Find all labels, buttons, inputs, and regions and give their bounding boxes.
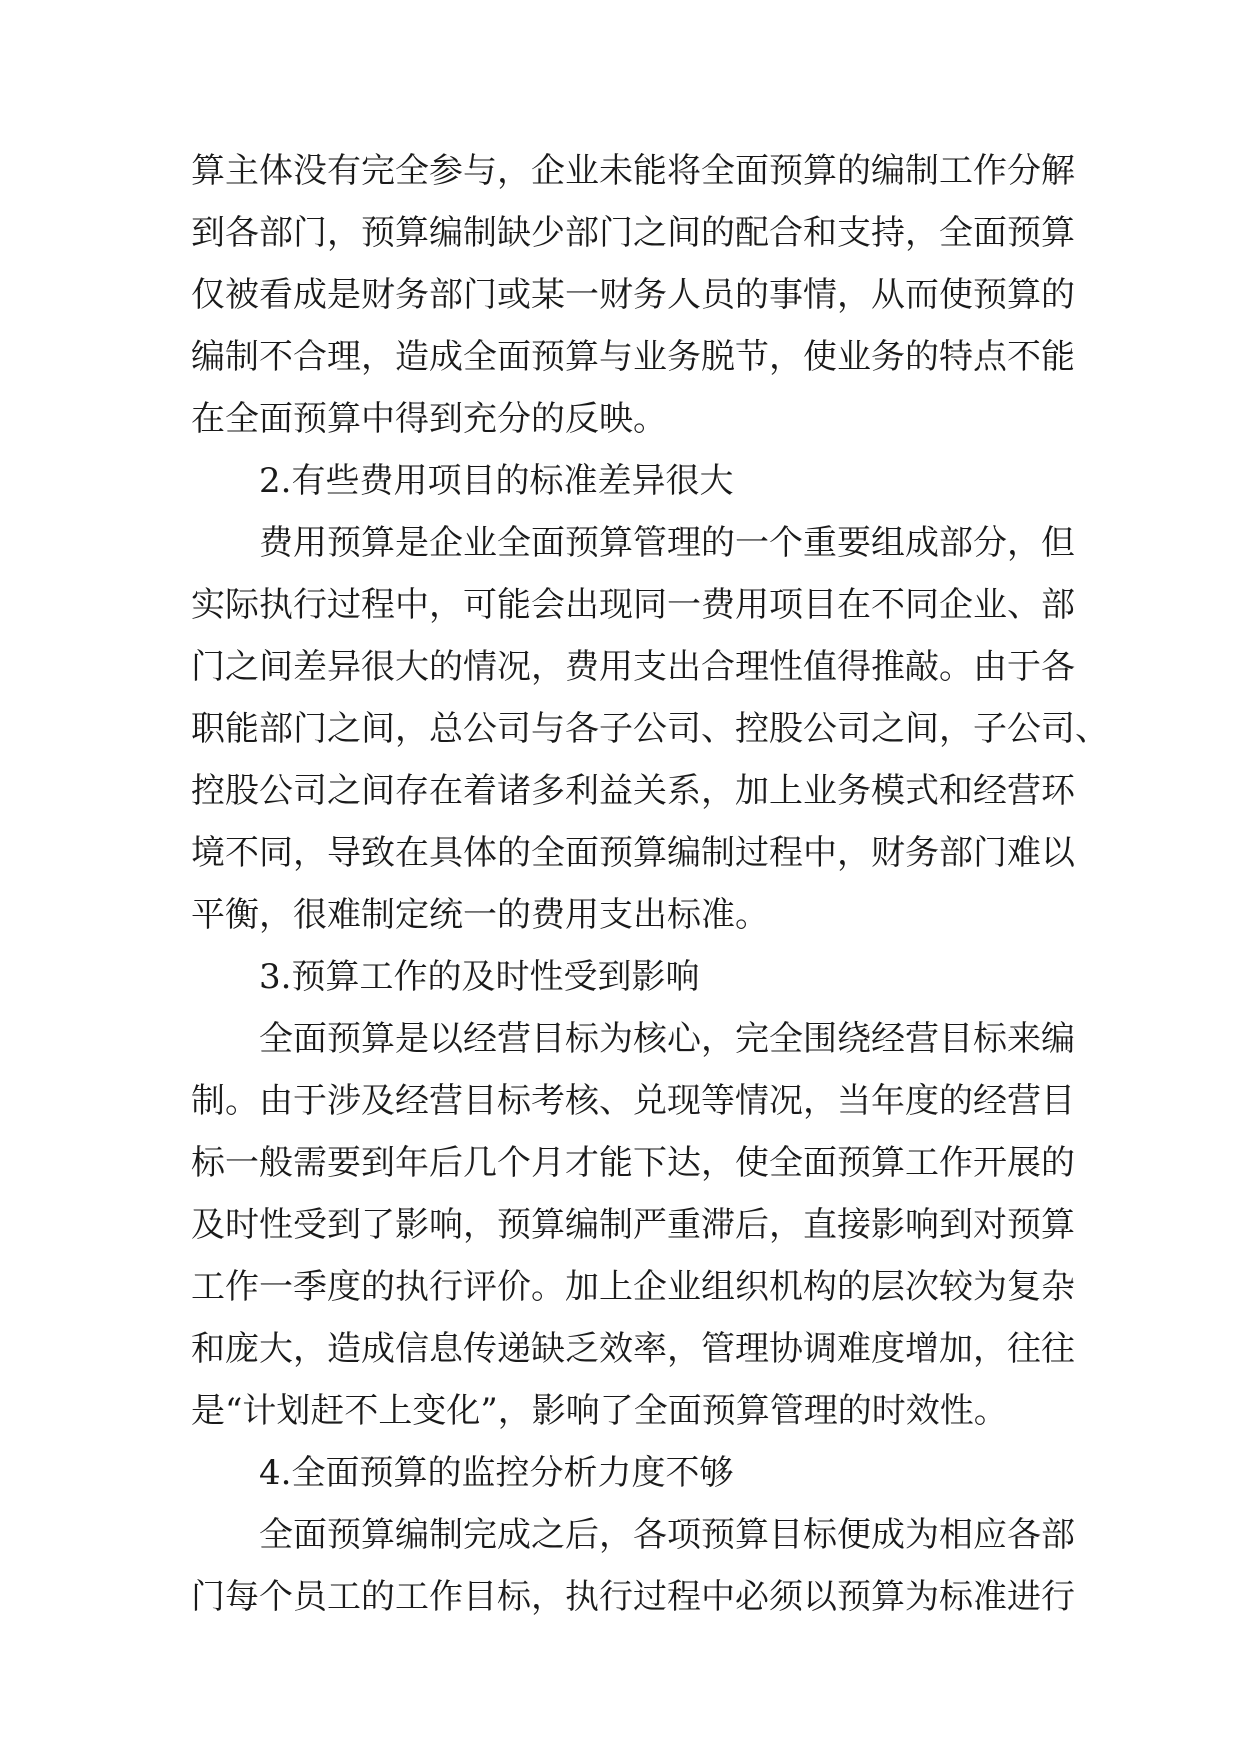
text-line: 及时性受到了影响，预算编制严重滞后，直接影响到对预算 (191, 1205, 1075, 1245)
text-line: 仅被看成是财务部门或某一财务人员的事情，从而使预算的 (191, 275, 1075, 315)
text-line: 编制不合理，造成全面预算与业务脱节，使业务的特点不能 (191, 337, 1075, 377)
paragraph-first-line: 全面预算是以经营目标为核心，完全围绕经营目标来编 (259, 1019, 1075, 1059)
text-line: 控股公司之间存在着诸多利益关系，加上业务模式和经营环 (191, 771, 1075, 811)
text-line: 平衡，很难制定统一的费用支出标准。 (191, 895, 769, 935)
text-line: 标一般需要到年后几个月才能下达，使全面预算工作开展的 (191, 1143, 1075, 1183)
text-line: 工作一季度的执行评价。加上企业组织机构的层次较为复杂 (191, 1267, 1075, 1307)
document-page (191, 140, 1109, 1628)
text-line: 实际执行过程中，可能会出现同一费用项目在不同企业、部 (191, 585, 1075, 625)
text-line: 职能部门之间，总公司与各子公司、控股公司之间，子公司、 (191, 709, 1109, 749)
text-line: 是“计划赶不上变化”，影响了全面预算管理的时效性。 (191, 1391, 1008, 1431)
section-heading: 2.有些费用项目的标准差异很大 (259, 461, 734, 501)
paragraph-first-line: 全面预算编制完成之后，各项预算目标便成为相应各部 (259, 1515, 1075, 1555)
text-line: 和庞大，造成信息传递缺乏效率，管理协调难度增加，往往 (191, 1329, 1075, 1369)
text-line: 制。由于涉及经营目标考核、兑现等情况，当年度的经营目 (191, 1081, 1075, 1121)
text-line: 门之间差异很大的情况，费用支出合理性值得推敲。由于各 (191, 647, 1075, 687)
paragraph-first-line: 费用预算是企业全面预算管理的一个重要组成部分，但 (259, 523, 1075, 563)
section-heading: 3.预算工作的及时性受到影响 (259, 957, 700, 997)
text-line: 境不同，导致在具体的全面预算编制过程中，财务部门难以 (191, 833, 1075, 873)
section-heading: 4.全面预算的监控分析力度不够 (259, 1453, 734, 1493)
text-line: 算主体没有完全参与，企业未能将全面预算的编制工作分解 (191, 151, 1075, 191)
text-line: 到各部门，预算编制缺少部门之间的配合和支持，全面预算 (191, 213, 1075, 253)
text-line: 门每个员工的工作目标，执行过程中必须以预算为标准进行 (191, 1577, 1075, 1617)
text-line: 在全面预算中得到充分的反映。 (191, 399, 667, 439)
